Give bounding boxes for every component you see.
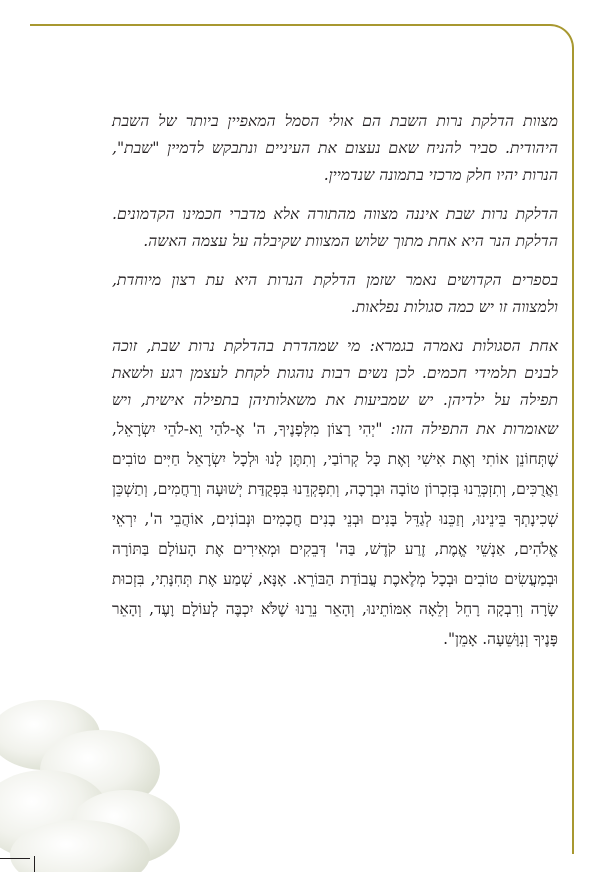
article-body [112, 108, 558, 654]
crop-mark-horizontal [0, 858, 30, 859]
paragraph-3: בספרים הקדושים נאמר שזמן הדלקת הנרות היא עת רצון מיוחדת, ולמצווה זו יש כמה סגולות נפלאות. [112, 271, 558, 316]
crop-mark-vertical [34, 856, 35, 872]
white-flowers-decoration [0, 680, 180, 872]
paragraph-4-intro: אחת הסגולות נאמרה בגמרא: מי שמהדרת בהדלקת נרות שבת, זוכה לבנים תלמידי חכמים. לכן נשים רבות נוהגות לקחת לעצמן רגע ולשאת תפילה על ילדיהן. יש שמביעות את משאלותיהן בתפילה אישית, ויש שאומרות את התפילה הזו: [112, 337, 558, 438]
paragraph-4 [112, 333, 558, 654]
paragraph-1: מצוות הדלקת נרות השבת הם אולי הסמל המאפיין ביותר של השבת היהודית. סביר להניח שאם נעצום את העיניים ונתבקש לדמיין "שבת", הנרות יהיו חלק מרכזי בתמונה שנדמיין. [112, 112, 558, 184]
paragraph-2: הדלקת נרות שבת איננה מצווה מהתורה אלא מדברי חכמינו הקדמונים. הדלקת הנר היא אחת מתוך שלוש המצוות שקיבלה על עצמה האשה. [112, 205, 558, 250]
candle-lighting-prayer: "יְהִי רָצוֹן מִלְּפָנֶיךָ, ה' אֶ-לֹהַי וֵא-לֹהֵי יִשְׂרָאֵל, שֶׁתְּחוֹנֵן אוֹתִי וְאֶת אִישִׁי וְאֶת כָּל קְרוֹבַי, וְתִתֶּן לָנוּ וּלְכָל יִשְׂרָאֵל חַיִּים טוֹבִים וַאֲרֻכִּים, וְתִזְכְּרֵנוּ בְּזִכְרוֹן טוֹבָה וּבְרָכָה, וְתִפְקְדֵנוּ בִּפְקֻדַּת יְשׁוּעָה וְרַחֲמִים, וְתַשְׁכֵּן שְׁכִינָתְךָ בֵּינֵינוּ, וְזַכֵּנוּ לְגַדֵּל בָּנִים וּבְנֵי בָנִים חֲכָמִים וּנְבוֹנִים, אוֹהֲבֵי ה', יִרְאֵי אֱלֹהִים, אַנְשֵׁי אֱמֶת, זֶרַע קֹדֶשׁ, בַּה' דְּבֵקִים וּמְאִירִים אֶת הָעוֹלָם בַּתּוֹרָה וּבְמַעֲשִׂים טוֹבִים וּבְכָל מְלֶאכֶת עֲבוֹדַת הַבּוֹרֵא. אָנָּא, שְׁמַע אֶת תְּחִנָּתִי, בִּזְכוּת שָׂרָה וְרִבְקָה רָחֵל וְלֵאָה אִמּוֹתֵינוּ, וְהָאֵר נֵרֵנוּ שֶׁלֹּא יִכְבֶּה לְעוֹלָם וָעֶד, וְהָאֵר פָּנֶיךָ וְנִוָּשֵׁעָה. אָמֵן". [112, 420, 558, 648]
